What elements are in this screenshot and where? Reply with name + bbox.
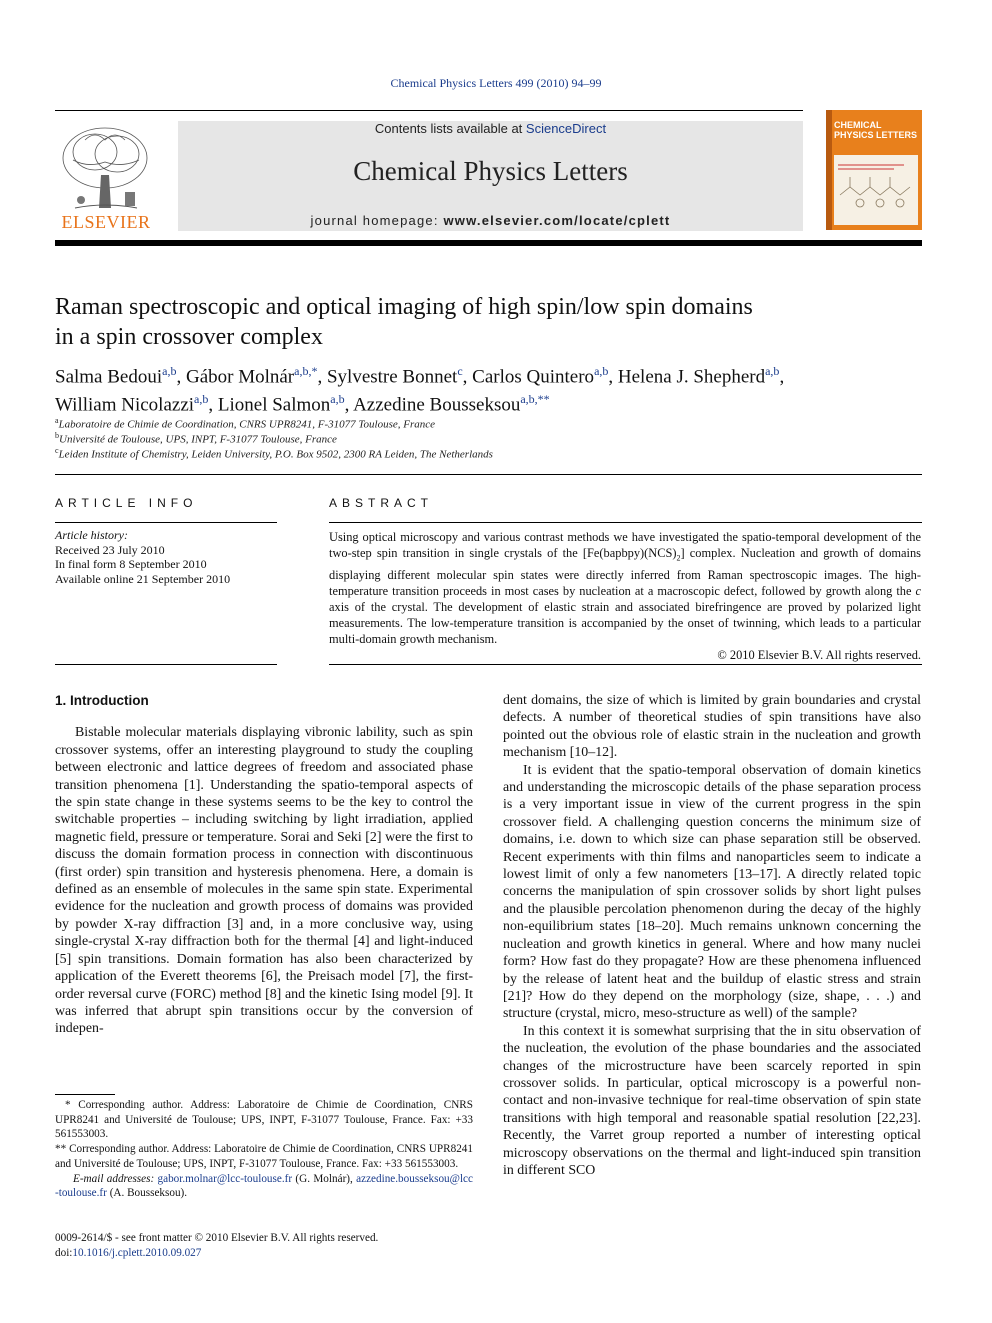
author: William Nicolazzi <box>55 394 195 416</box>
abstract-text-b: ] complex. Nucleation and growth of domains displaying different molecular spin states were directly inferred from Raman spectroscopic images. The high-temperature transition proceeds in most cases by nucleation at a macroscopic defect, followed by growth along the <box>329 546 921 598</box>
journal-cover <box>826 110 922 230</box>
journal-reference[interactable]: Chemical Physics Letters 499 (2010) 94–99 <box>390 76 602 90</box>
intro-paragraph-1-cont: dent domains, the size of which is limited by grain boundaries and crystal defects. A number of theoretical studies of spin transitions have also pointed out the obvious role of elastic strain in the nucleation and growth mechanism [10–12]. <box>503 693 921 761</box>
author-sup[interactable]: a,b <box>162 364 177 378</box>
footnote-rule <box>55 1094 115 1095</box>
email-link[interactable]: azzedine.bousseksou@lcc-toulouse.fr <box>55 1172 473 1200</box>
email-owner: (G. Molnár), <box>292 1172 357 1185</box>
author-sep: , <box>208 394 218 416</box>
journal-homepage <box>178 213 803 228</box>
header-thick-rule <box>55 240 922 246</box>
author: Helena J. Shepherd <box>617 366 766 388</box>
cover-graphic <box>834 155 918 225</box>
author: Gábor Molnár <box>185 366 295 388</box>
history-online: Available online 21 September 2010 <box>55 571 231 586</box>
homepage-prefix: journal homepage: <box>310 213 444 228</box>
author-sup[interactable]: a,b <box>765 364 780 378</box>
abstract-italic: c <box>915 583 921 598</box>
footnote-corresponding-2: ** Corresponding author. Address: Laboratoire de Chimie de Coordination, CNRS UPR8241 and Université de Toulouse; UPS, INPT, F-31077 Toulouse, France. Fax: +33 561553003. <box>55 1143 473 1170</box>
abstract-rule <box>329 522 922 523</box>
elsevier-logo <box>55 120 157 232</box>
affiliation-mark: c <box>55 446 59 455</box>
header-rule <box>55 110 803 111</box>
abstract-bottom-rule <box>329 664 922 665</box>
author: Azzedine Bousseksou <box>353 394 521 416</box>
cover-molecule-icon <box>834 155 918 225</box>
right-column <box>503 692 921 1179</box>
intro-paragraph-1: Bistable molecular materials displaying vibronic lability, such as spin crossover systems, offer an interesting playground to study the coupling between electronic and lattice degrees of freedom and associated phase transition phenomena [1]. Understanding the spatio-temporal aspects of the spin state change in these systems seems to be the key to control the switchable properties – including switching by light irradiation, applied magnetic field, pressure or temperature. Sorai and Seki [2] were the first to discuss the domain formation process in connection with discontinuous (first order) spin transition and hysteresis phenomena. Here, a domain is defined as an ensemble of molecules in the same spin state. Experimental evidence for the nucleation and growth process of domains was provided by powder X-ray diffraction [3] and, in a more conclusive way, using single-crystal X-ray diffraction both for the thermal [4] and light-induced [5] spin transitions. Domain formation has also been characterized by application of the Everett theorems [6], the Preisach model [7], the first-order reversal curve (FORC) method [8] and the kinetic Ising model [9]. It was inferred that abrupt spin transitions occur by the conversion of indepen- <box>55 725 473 1037</box>
author-sep: , <box>608 366 618 388</box>
abstract-subscript: 2 <box>676 553 681 563</box>
abstract-heading: ABSTRACT <box>329 496 434 510</box>
journal-title: Chemical Physics Letters <box>353 156 628 186</box>
affiliation-text: Université de Toulouse, UPS, INPT, F-31077 Toulouse, France <box>59 433 337 446</box>
footnote-email <box>55 1172 473 1201</box>
article-history <box>55 528 277 586</box>
abstract-copyright: © 2010 Elsevier B.V. All rights reserved. <box>717 648 921 663</box>
author: Salma Bedoui <box>55 366 163 388</box>
left-column <box>55 692 473 1038</box>
author-sup[interactable]: a,b <box>330 392 345 407</box>
article-info-rule <box>55 522 277 523</box>
author-line-1 <box>55 360 925 388</box>
issn-line: 0009-2614/$ - see front matter © 2010 Elsevier B.V. All rights reserved. <box>55 1232 379 1244</box>
affiliation-mark: b <box>55 431 59 440</box>
affiliation-text: Laboratoire de Chimie de Coordination, CNRS UPR8241, F-31077 Toulouse, France <box>58 418 435 431</box>
affiliation-text: Leiden Institute of Chemistry, Leiden University, P.O. Box 9502, 2300 RA Leiden, The Netherlands <box>58 448 493 461</box>
contents-prefix: Contents lists available at <box>374 121 526 136</box>
author-sup[interactable]: c <box>457 364 463 378</box>
footnote-corresponding-1: * Corresponding author. Address: Laboratoire de Chimie de Coordination, CNRS UPR8241 and Université de Toulouse; UPS, INPT, F-31077 Toulouse, France. Fax: +33 561553003. <box>55 1099 473 1141</box>
author: Lionel Salmon <box>217 394 331 416</box>
article-info-heading: ARTICLE INFO <box>55 496 198 510</box>
author-list <box>55 360 925 417</box>
affiliation-b <box>55 431 915 446</box>
doi-link[interactable]: 10.1016/j.cplett.2010.09.027 <box>72 1246 202 1259</box>
doi-label: doi: <box>55 1246 73 1259</box>
footnotes <box>55 1098 473 1201</box>
affiliation-a <box>55 416 915 431</box>
email-owner: (A. Bousseksou). <box>106 1187 188 1200</box>
cover-title: CHEMICAL PHYSICS LETTERS <box>834 120 918 140</box>
email-link[interactable]: gabor.molnar@lcc-toulouse.fr <box>157 1172 293 1185</box>
abstract-text-a: Using optical microscopy and various contrast methods we have investigated the spatio-temporal development of the two-step spin transition in single crystals of the [Fe(bapbpy)(NCS) <box>329 530 921 561</box>
author-sup[interactable]: a,b <box>594 364 609 378</box>
author-line-2 <box>55 388 925 416</box>
author: Carlos Quintero <box>472 366 595 388</box>
section-heading: 1. Introduction <box>55 693 149 708</box>
article-info-bottom-rule <box>55 664 277 665</box>
homepage-url[interactable]: www.elsevier.com/locate/cplett <box>443 213 671 228</box>
abstract-body <box>329 529 921 663</box>
author-sep: , <box>779 366 785 388</box>
sciencedirect-link[interactable]: ScienceDirect <box>525 121 607 136</box>
intro-paragraph-2: It is evident that the spatio-temporal observation of domain kinetics and understanding the microscopic details of the phase separation process is a very important issue in view of the current progress in the spin crossover field. A challenging question concerns the minimum size of domains, i.e. down to which size can phase separation still be observed. Recent experiments with thin films and nanoparticles seem to indicate a lowest limit of only a few nanometers [13–17]. A directly related topic concerns the manipulation of spin crossover solids by short light pulses and the plausible percolation phenomenon during the decay of the highly non-equilibrium states [18–20]. Much remains unknown concerning the nucleation and growth kinetics in general. Where and how many nuclei form? How fast do they propagate? How are these phenomena influenced by the release of latent heat and the buildup of elastic stress and strain [21]? How do they depend on the morphology (size, shape, . . .) and structure (crystal, micro, meso-structure as well) of the sample? <box>503 762 921 1022</box>
author: Sylvestre Bonnet <box>326 366 458 388</box>
history-received: Received 23 July 2010 <box>55 542 165 557</box>
author-sup[interactable]: a,b,* <box>294 364 318 378</box>
doi-line <box>55 1246 473 1261</box>
abstract-text-c: axis of the crystal. The development of elastic strain and associated birefringence are proved by polarized light measurements. The low-temperature transition is accompanied by the onset of twinning, which leads to a particular multi-domain growth mechanism. <box>329 599 921 647</box>
publisher-name: ELSEVIER <box>61 212 151 232</box>
article-title <box>55 292 915 352</box>
title-line-2: in a spin crossover complex <box>55 324 323 350</box>
affiliation-c <box>55 446 915 461</box>
front-matter <box>55 1231 473 1260</box>
author-sep: , <box>176 366 186 388</box>
history-final: In final form 8 September 2010 <box>55 557 207 571</box>
title-line-1: Raman spectroscopic and optical imaging of high spin/low spin domains <box>55 294 753 320</box>
author-sep: , <box>344 394 354 416</box>
section-rule <box>55 474 922 475</box>
email-label: E-mail addresses: <box>73 1172 158 1185</box>
author-sup[interactable]: a,b <box>194 392 209 407</box>
author-sup[interactable]: a,b,** <box>520 392 550 407</box>
history-label: Article history: <box>55 528 128 542</box>
author-sep: , <box>462 366 473 388</box>
contents-line <box>178 121 803 136</box>
affiliation-mark: a <box>55 416 59 425</box>
author-sep: , <box>317 366 327 388</box>
cover-strip <box>826 110 832 230</box>
intro-paragraph-3: In this context it is somewhat surprising that the in situ observation of the nucleation, the evolution of the phase boundaries and the associated changes of the microstructure have been scarcely reported in spin crossover solids. In particular, optical microscopy is a powerful non-contact and non-invasive technique for real-time observation of spin state transitions with high temporal and reasonable spatial resolution [22,23]. Recently, the Varret group reported a number of interesting optical microscopy observations on the thermal and light-induced spin transition in different SCO <box>503 1023 921 1178</box>
